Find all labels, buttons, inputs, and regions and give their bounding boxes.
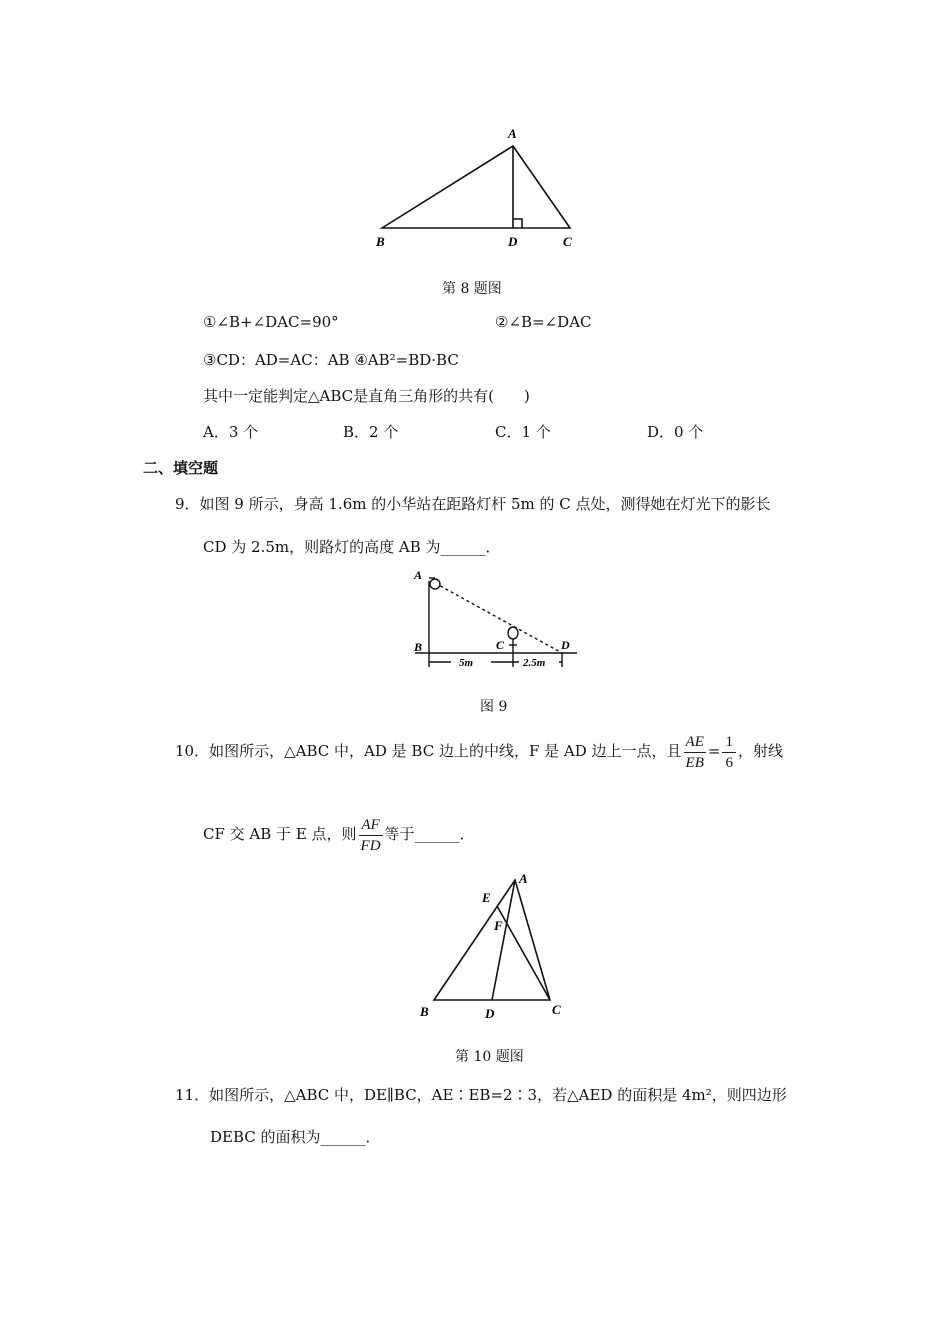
equals-sign: = [707,742,721,760]
label-d: D [561,638,570,652]
dim-5m: 5m [459,657,474,669]
label-b: B [376,234,385,249]
frac-num: AF [359,815,383,836]
label-c: C [496,638,505,652]
q10-text-1: 10．如图所示，△ABC 中，AD 是 BC 边上的中线，F 是 AD 边上一点，且 [175,742,682,760]
frac-den: EB [685,754,704,771]
right-angle-mark [513,219,522,228]
q8-option-4: ④AB²=BD·BC [354,351,459,369]
q8-option-3: ③CD：AD=AC：AB [203,351,350,369]
triangle-abc [382,146,570,228]
figure-9-caption: 图 9 [480,699,508,715]
label-f: F [494,918,503,933]
frac-den: FD [360,837,381,854]
q8-option-3-4 [203,349,459,370]
q10-text-2: ，射线 [737,742,783,760]
q8-choice-d: D．0 个 [647,423,704,441]
label-b: B [420,1004,429,1019]
label-d: D [508,234,518,249]
frac-num: AE [684,732,706,753]
fraction-af-fd [359,815,383,856]
q11-line-1: 11．如图所示，△ABC 中，DE∥BC，AE∶EB=2∶3，若△AED 的面积是 4m²，则四边形 [175,1086,787,1104]
triangle-abc [434,880,550,1000]
figure-8 [360,120,600,260]
q8-choice-a: A．3 个 [203,423,259,441]
q10-line-1 [175,729,783,773]
figure-8-caption: 第 8 题图 [442,281,502,297]
q11-line-2: DEBC 的面积为______． [210,1128,381,1146]
q9-line-1: 9．如图 9 所示，身高 1.6m 的小华站在距路灯杆 5m 的 C 点处，测得她在灯光下的影长 [175,495,771,513]
fraction-one-sixth [722,732,736,773]
ray-ce [497,906,550,1000]
person-icon [508,627,518,639]
label-d: D [485,1006,495,1021]
figure-10 [412,866,572,1026]
q8-stem: 其中一定能判定△ABC是直角三角形的共有( ) [203,387,530,405]
q10-line-2 [203,812,475,856]
label-a: A [508,126,517,141]
label-a: A [519,871,528,886]
fraction-ae-eb [684,732,706,773]
q8-choice-b: B．2 个 [343,423,399,441]
lamp-icon [430,579,440,589]
q10-text-4: 等于______． [384,825,475,843]
section-title: 二、填空题 [143,459,219,477]
label-e: E [482,890,491,905]
figure-10-caption: 第 10 题图 [455,1049,524,1065]
label-a: A [414,568,423,582]
q8-option-2: ②∠B=∠DAC [495,313,592,331]
label-c: C [552,1002,561,1017]
q10-text-3: CF 交 AB 于 E 点，则 [203,825,357,843]
figure-9 [405,565,585,677]
q9-line-2: CD 为 2.5m，则路灯的高度 AB 为______． [203,538,501,556]
frac-num: 1 [722,732,736,753]
label-c: C [563,234,572,249]
frac-den: 6 [725,754,733,771]
label-b: B [414,640,423,654]
dim-2-5m: 2.5m [523,657,546,669]
q8-option-1: ①∠B+∠DAC=90° [203,313,339,331]
q8-choice-c: C．1 个 [495,423,551,441]
